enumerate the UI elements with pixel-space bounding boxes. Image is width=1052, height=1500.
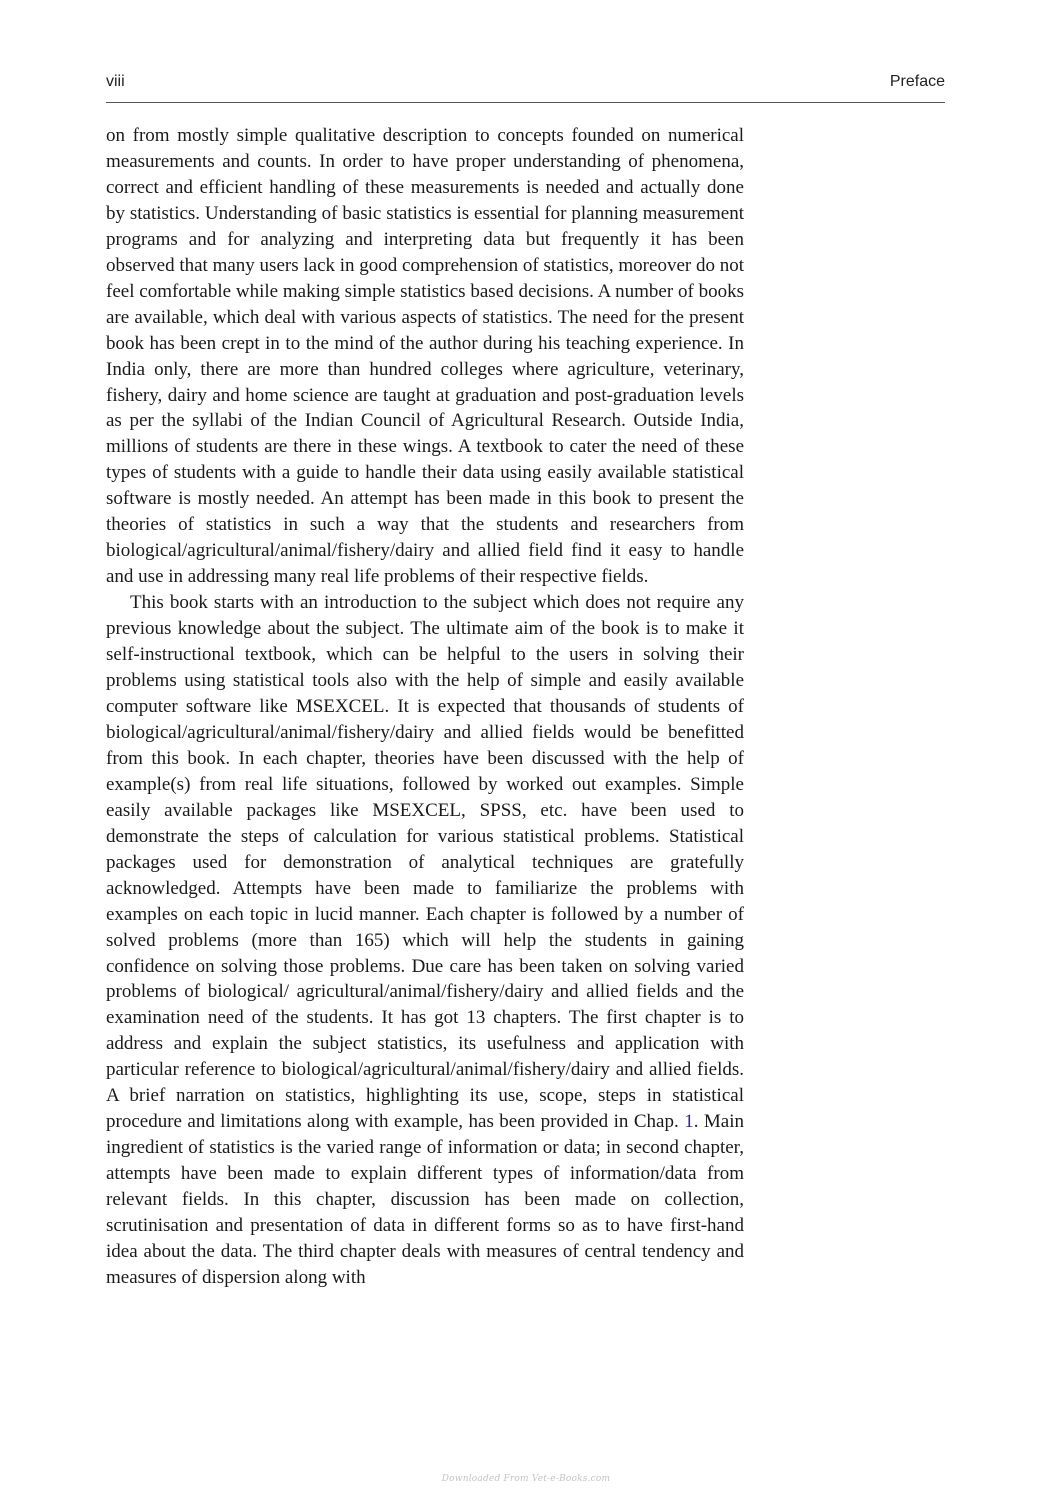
- preface-body: [106, 123, 744, 1291]
- paragraph-book-overview: [106, 590, 744, 1291]
- paragraph-continued: on from mostly simple qualitative description to concepts founded on numerical measurements and counts. In order to have proper understanding of phenomena, correct and efficient handling of these measurements is needed and actually done by statistics. Understanding of basic statistics is essential for planning measurement programs and for analyzing and interpreting data but frequently it has been observed that many users lack in good comprehension of statistics, moreover do not feel comfortable while making simple statistics based decisions. A number of books are available, which deal with various aspects of statistics. The need for the present book has been crept in to the mind of the author during his teaching experience. In India only, there are more than hundred colleges where agriculture, veterinary, fishery, dairy and home science are taught at graduation and post-graduation levels as per the syllabi of the Indian Council of Agricultural Research. Outside India, millions of students are there in these wings. A textbook to cater the need of these types of students with a guide to handle their data using easily available statistical software is mostly needed. An attempt has been made in this book to present the theories of statistics in such a way that the students and researchers from biological/agricultural/animal/fishery/dairy and allied field find it easy to handle and use in addressing many real life problems of their respective fields.: [106, 125, 744, 588]
- download-watermark: Downloaded From Vet-e-Books.com: [441, 1474, 611, 1484]
- paragraph-text: This book starts with an introduction to the subject which does not require any previous knowledge about the subject. The ultimate aim of the book is to make it self-instructional textbook, which can be helpful to the users in solving their problems using statistical tools also with the help of simple and easily available computer software like MSEXCEL. It is expected that thousands of students of biological/agricultural/animal/fishery/dairy and allied fields would be benefitted from this book. In each chapter, theories have been discussed with the help of example(s) from real life situations, followed by worked out examples. Simple easily available packages like MSEXCEL, SPSS, etc. have been used to demonstrate the steps of calculation for various statistical problems. Statistical packages used for demonstration of analytical techniques are gratefully acknowledged. Attempts have been made to familiarize the problems with examples on each topic in lucid manner. Each chapter is followed by a number of solved problems (more than 165) which will help the students in gaining confidence on solving those problems. Due care has been taken on solving varied problems of biological/ agricultural/animal/fishery/dairy and allied fields and the examination need of the students. It has got 13 chapters. The first chapter is to address and explain the subject statistics, its usefulness and application with particular reference to biological/agricultural/animal/fishery/dairy and allied fields. A brief narration on statistics, highlighting its use, scope, steps in statistical procedure and limitations along with example, has been provided in Chap.: [106, 592, 744, 1133]
- running-head: Preface: [889, 73, 945, 90]
- page-header: [106, 72, 945, 103]
- paragraph-text: . Main ingredient of statistics is the varied range of information or data; in second chapter, attempts have been made to explain different types of information/data from relevant fields. In this chapter, discussion has been made on collection, scrutinisation and presentation of data in different forms so as to have first-hand idea about the data. The third chapter deals with measures of central tendency and measures of dispersion along with: [106, 1111, 745, 1288]
- page-number: viii: [106, 73, 125, 90]
- chapter-1-link[interactable]: 1: [684, 1111, 694, 1133]
